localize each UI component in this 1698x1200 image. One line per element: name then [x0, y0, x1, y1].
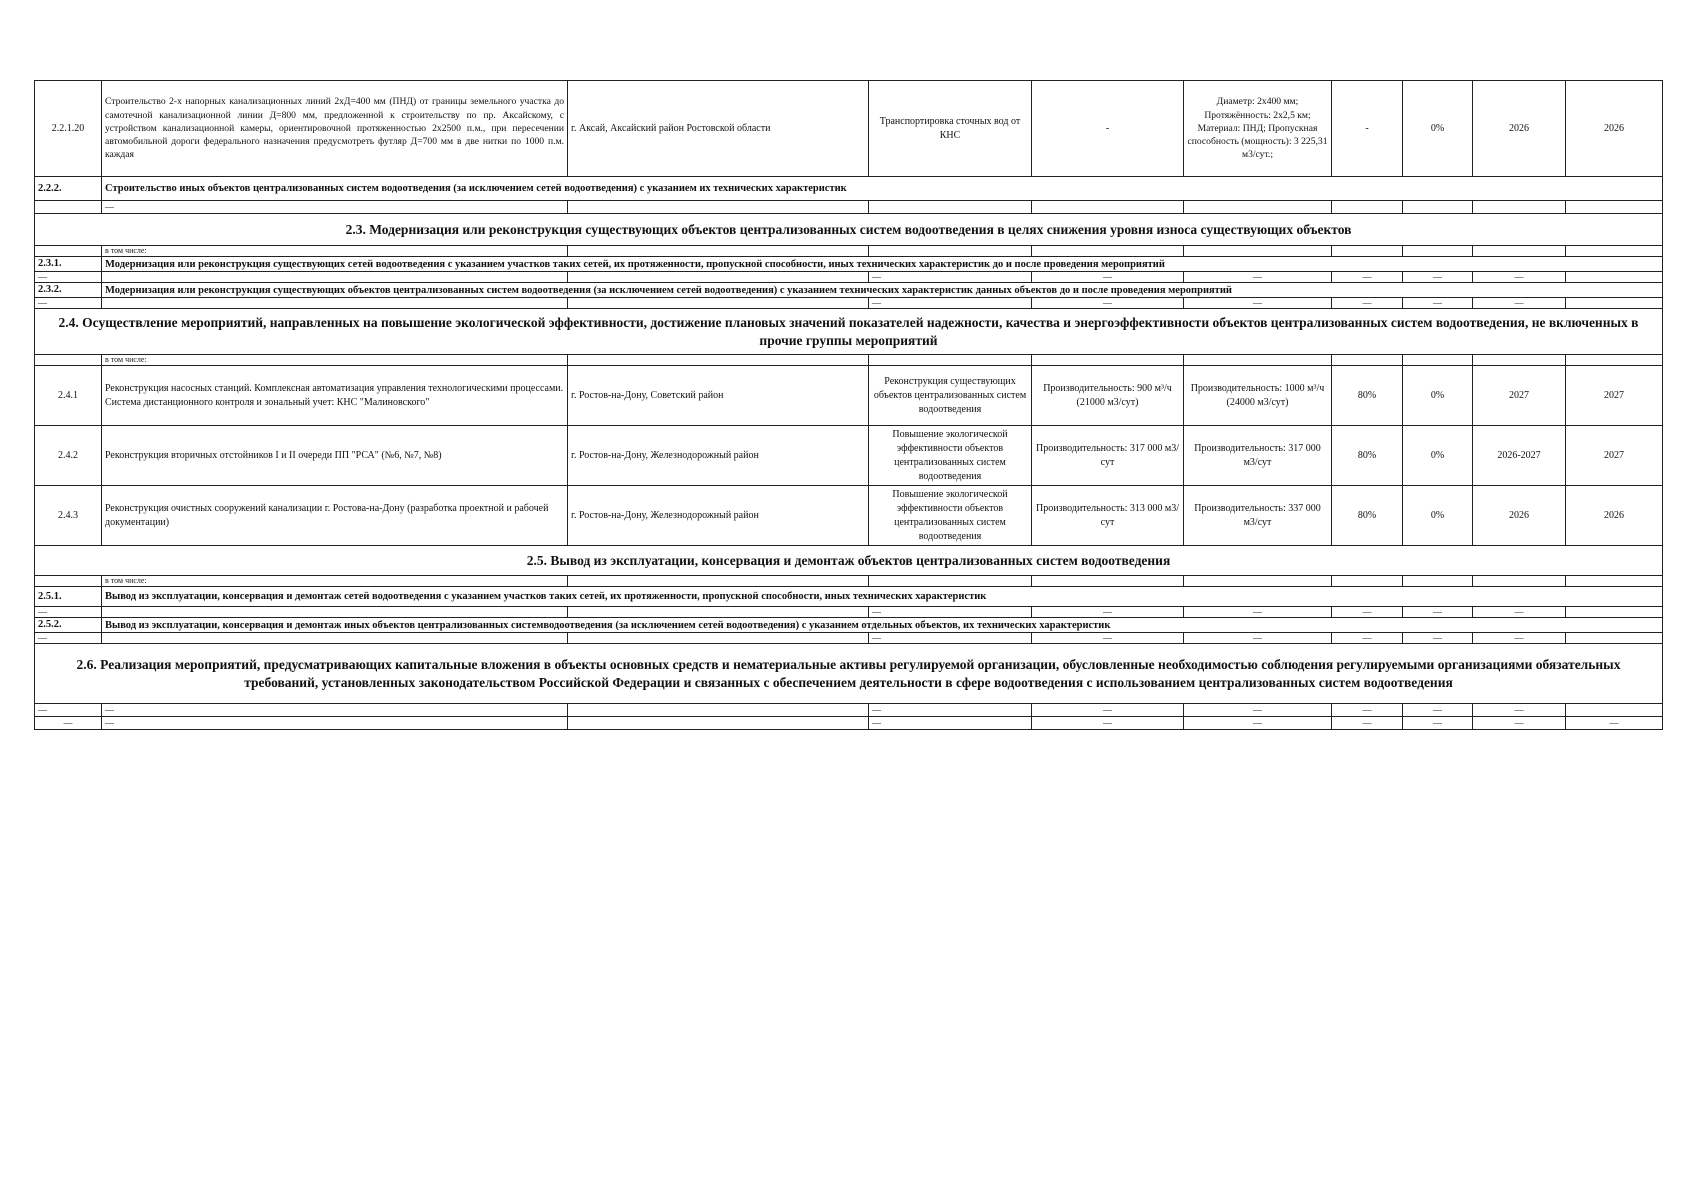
empty-row — [35, 272, 1663, 283]
subsection-title: Строительство иных объектов централизованных систем водоотведения (за исключением сетей водоотведения) с указанием их технических характеристик — [102, 177, 1663, 201]
end-year: 2026 — [1566, 486, 1663, 546]
empty-row — [35, 607, 1663, 618]
measure-name: Реконструкция вторичных отстойников I и II очереди ПП "РСА" (№6, №7, №8) — [102, 426, 568, 486]
dash-cell: — — [1184, 272, 1332, 283]
row-number: 2.4.1 — [35, 366, 102, 426]
dash-cell: — — [869, 717, 1032, 730]
measure-name: Реконструкция насосных станций. Комплексная автоматизация управления технологическими процессами. Система дистанционного контроля и зональный учет: КНС "Малиновского" — [102, 366, 568, 426]
dash-cell: — — [35, 272, 102, 283]
row-number: 2.4.3 — [35, 486, 102, 546]
subsection-title: Вывод из эксплуатации, консервация и демонтаж иных объектов централизованных системводоотведения (за исключением сетей водоотведения) с указанием отдельных объектов, их технических характеристик — [102, 618, 1663, 633]
dash-cell: — — [1184, 633, 1332, 644]
subsection-row — [35, 587, 1663, 607]
end-year: 2026 — [1566, 81, 1663, 177]
wear-before: - — [1332, 81, 1403, 177]
measure-location: г. Ростов-на-Дону, Железнодорожный район — [568, 486, 869, 546]
table-row — [35, 366, 1663, 426]
wear-after: 0% — [1403, 366, 1473, 426]
characteristics-after: Производительность: 1000 м³/ч (24000 м3/сут) — [1184, 366, 1332, 426]
subsection-number: 2.5.1. — [35, 587, 102, 607]
dash-cell: — — [1032, 717, 1184, 730]
end-year: 2027 — [1566, 426, 1663, 486]
wear-before: 80% — [1332, 366, 1403, 426]
dash-cell: — — [1473, 607, 1566, 618]
dash-cell: — — [1403, 717, 1473, 730]
start-year: 2027 — [1473, 366, 1566, 426]
dash-cell: — — [1032, 633, 1184, 644]
dash-cell: — — [35, 704, 102, 717]
dash-cell: — — [1403, 607, 1473, 618]
dash-cell: — — [1473, 633, 1566, 644]
subsection-title: Модернизация или реконструкция существующих объектов централизованных систем водоотведения (за исключением сетей водоотведения) с указанием технических характеристик данных объектов до и после проведения мероприятий — [102, 283, 1663, 298]
dash-cell: — — [1473, 704, 1566, 717]
subsection-title: Модернизация или реконструкция существующих сетей водоотведения с указанием участков таких сетей, их протяженности, пропускной способности, иных технических характеристик до и после проведения мероприятий — [102, 257, 1663, 272]
section-row — [35, 644, 1663, 704]
subsection-row — [35, 177, 1663, 201]
including-row — [35, 246, 1663, 257]
empty-row — [35, 633, 1663, 644]
wear-after: 0% — [1403, 426, 1473, 486]
dash-cell: — — [35, 298, 102, 309]
dash-cell: — — [1184, 298, 1332, 309]
dash-cell: — — [869, 607, 1032, 618]
including-label: в том числе: — [102, 576, 568, 587]
characteristics-before: Производительность: 900 м³/ч (21000 м3/сут) — [1032, 366, 1184, 426]
table-row — [35, 426, 1663, 486]
empty-row — [35, 298, 1663, 309]
section-row — [35, 214, 1663, 246]
dash-cell: — — [1184, 607, 1332, 618]
characteristics-before: - — [1032, 81, 1184, 177]
empty-row — [35, 704, 1663, 717]
subsection-number: 2.2.2. — [35, 177, 102, 201]
subsection-title: Вывод из эксплуатации, консервация и демонтаж сетей водоотведения с указанием участков таких сетей, их протяженности, пропускной способности, иных технических характеристик — [102, 587, 1663, 607]
dash-cell: — — [102, 201, 568, 214]
measure-purpose: Транспортировка сточных вод от КНС — [869, 81, 1032, 177]
row-number: 2.4.2 — [35, 426, 102, 486]
dash-cell: — — [1473, 298, 1566, 309]
section-row — [35, 309, 1663, 355]
including-label: в том числе: — [102, 246, 568, 257]
subsection-row — [35, 283, 1663, 298]
table-row — [35, 486, 1663, 546]
start-year: 2026 — [1473, 486, 1566, 546]
subsection-number: 2.3.2. — [35, 283, 102, 298]
dash-cell: — — [869, 704, 1032, 717]
characteristics-before: Производительность: 317 000 м3/сут — [1032, 426, 1184, 486]
end-year: 2027 — [1566, 366, 1663, 426]
dash-cell: — — [1566, 717, 1663, 730]
section-title: 2.4. Осуществление мероприятий, направленных на повышение экологической эффективности, достижение плановых значений показателей надежности, качества и энергоэффективности объектов централизованных систем водоотведения, не включенных в прочие группы мероприятий — [35, 309, 1663, 355]
dash-cell: — — [1332, 633, 1403, 644]
dash-cell: — — [1332, 704, 1403, 717]
measure-purpose: Реконструкция существующих объектов централизованных систем водоотведения — [869, 366, 1032, 426]
dash-cell: — — [1032, 607, 1184, 618]
dash-cell: — — [1332, 717, 1403, 730]
dash-cell: — — [102, 717, 568, 730]
measure-name: Строительство 2-х напорных канализационных линий 2хД=400 мм (ПНД) от границы земельного участка до самотечной канализационной линии Д=800 мм, предложенной к строительству по пр. Аксайскому, с устройством канализационной камеры, ориентировочной протяженностью 2х2500 п.м., при пересечении автомобильной дороги федерального назначения предусмотреть футляр Д=700 мм в две нитки по 1000 п.м. каждая — [102, 81, 568, 177]
dash-cell: — — [1332, 298, 1403, 309]
measure-name: Реконструкция очистных сооружений канализации г. Ростова-на-Дону (разработка проектной и рабочей документации) — [102, 486, 568, 546]
row-number: 2.2.1.20 — [35, 81, 102, 177]
measures-table — [34, 80, 1663, 730]
dash-cell: — — [35, 717, 102, 730]
dash-cell: — — [35, 633, 102, 644]
dash-cell: — — [1184, 717, 1332, 730]
section-title: 2.3. Модернизация или реконструкция существующих объектов централизованных систем водоотведения в целях снижения уровня износа существующих объектов — [35, 214, 1663, 246]
section-title: 2.6. Реализация мероприятий, предусматривающих капитальные вложения в объекты основных средств и нематериальные активы регулируемой организации, обусловленные необходимостью соблюдения регулируемыми организациями обязательных требований, установленных законодательством Российской Федерации и связанных с обеспечением деятельности в сфере водоотведения с использованием централизованных систем водоотведения — [35, 644, 1663, 704]
measure-location: г. Ростов-на-Дону, Советский район — [568, 366, 869, 426]
dash-cell: — — [1403, 704, 1473, 717]
dash-cell: — — [1332, 607, 1403, 618]
start-year: 2026-2027 — [1473, 426, 1566, 486]
dash-cell: — — [1032, 272, 1184, 283]
subsection-row — [35, 257, 1663, 272]
wear-before: 80% — [1332, 426, 1403, 486]
wear-before: 80% — [1332, 486, 1403, 546]
subsection-number: 2.3.1. — [35, 257, 102, 272]
section-title: 2.5. Вывод из эксплуатации, консервация и демонтаж объектов централизованных систем водоотведения — [35, 546, 1663, 576]
including-label: в том числе: — [102, 355, 568, 366]
characteristics-after: Производительность: 317 000 м3/сут — [1184, 426, 1332, 486]
section-row — [35, 546, 1663, 576]
including-row — [35, 576, 1663, 587]
subsection-row — [35, 618, 1663, 633]
dash-cell: — — [102, 704, 568, 717]
wear-after: 0% — [1403, 81, 1473, 177]
empty-row — [35, 717, 1663, 730]
document-page — [34, 80, 1662, 730]
start-year: 2026 — [1473, 81, 1566, 177]
dash-cell: — — [1184, 704, 1332, 717]
dash-cell: — — [869, 633, 1032, 644]
dash-cell: — — [1332, 272, 1403, 283]
characteristics-after: Диаметр: 2х400 мм; Протяжённость: 2х2,5 км; Материал: ПНД; Пропускная способность (мощность): 3 225,31 м3/сут.; — [1184, 81, 1332, 177]
measure-purpose: Повышение экологической эффективности объектов централизованных систем водоотведения — [869, 426, 1032, 486]
measure-purpose: Повышение экологической эффективности объектов централизованных систем водоотведения — [869, 486, 1032, 546]
dash-cell: — — [1403, 272, 1473, 283]
dash-cell: — — [1473, 717, 1566, 730]
wear-after: 0% — [1403, 486, 1473, 546]
measure-location: г. Аксай, Аксайский район Ростовской области — [568, 81, 869, 177]
table-row — [35, 81, 1663, 177]
dash-cell: — — [869, 298, 1032, 309]
dash-cell: — — [869, 272, 1032, 283]
characteristics-after: Производительность: 337 000 м3/сут — [1184, 486, 1332, 546]
dash-cell: — — [1032, 298, 1184, 309]
dash-cell: — — [1403, 298, 1473, 309]
dash-cell: — — [35, 607, 102, 618]
including-row — [35, 355, 1663, 366]
characteristics-before: Производительность: 313 000 м3/сут — [1032, 486, 1184, 546]
dash-cell: — — [1403, 633, 1473, 644]
dash-cell: — — [1032, 704, 1184, 717]
subsection-number: 2.5.2. — [35, 618, 102, 633]
dash-cell: — — [1473, 272, 1566, 283]
measure-location: г. Ростов-на-Дону, Железнодорожный район — [568, 426, 869, 486]
empty-row — [35, 201, 1663, 214]
